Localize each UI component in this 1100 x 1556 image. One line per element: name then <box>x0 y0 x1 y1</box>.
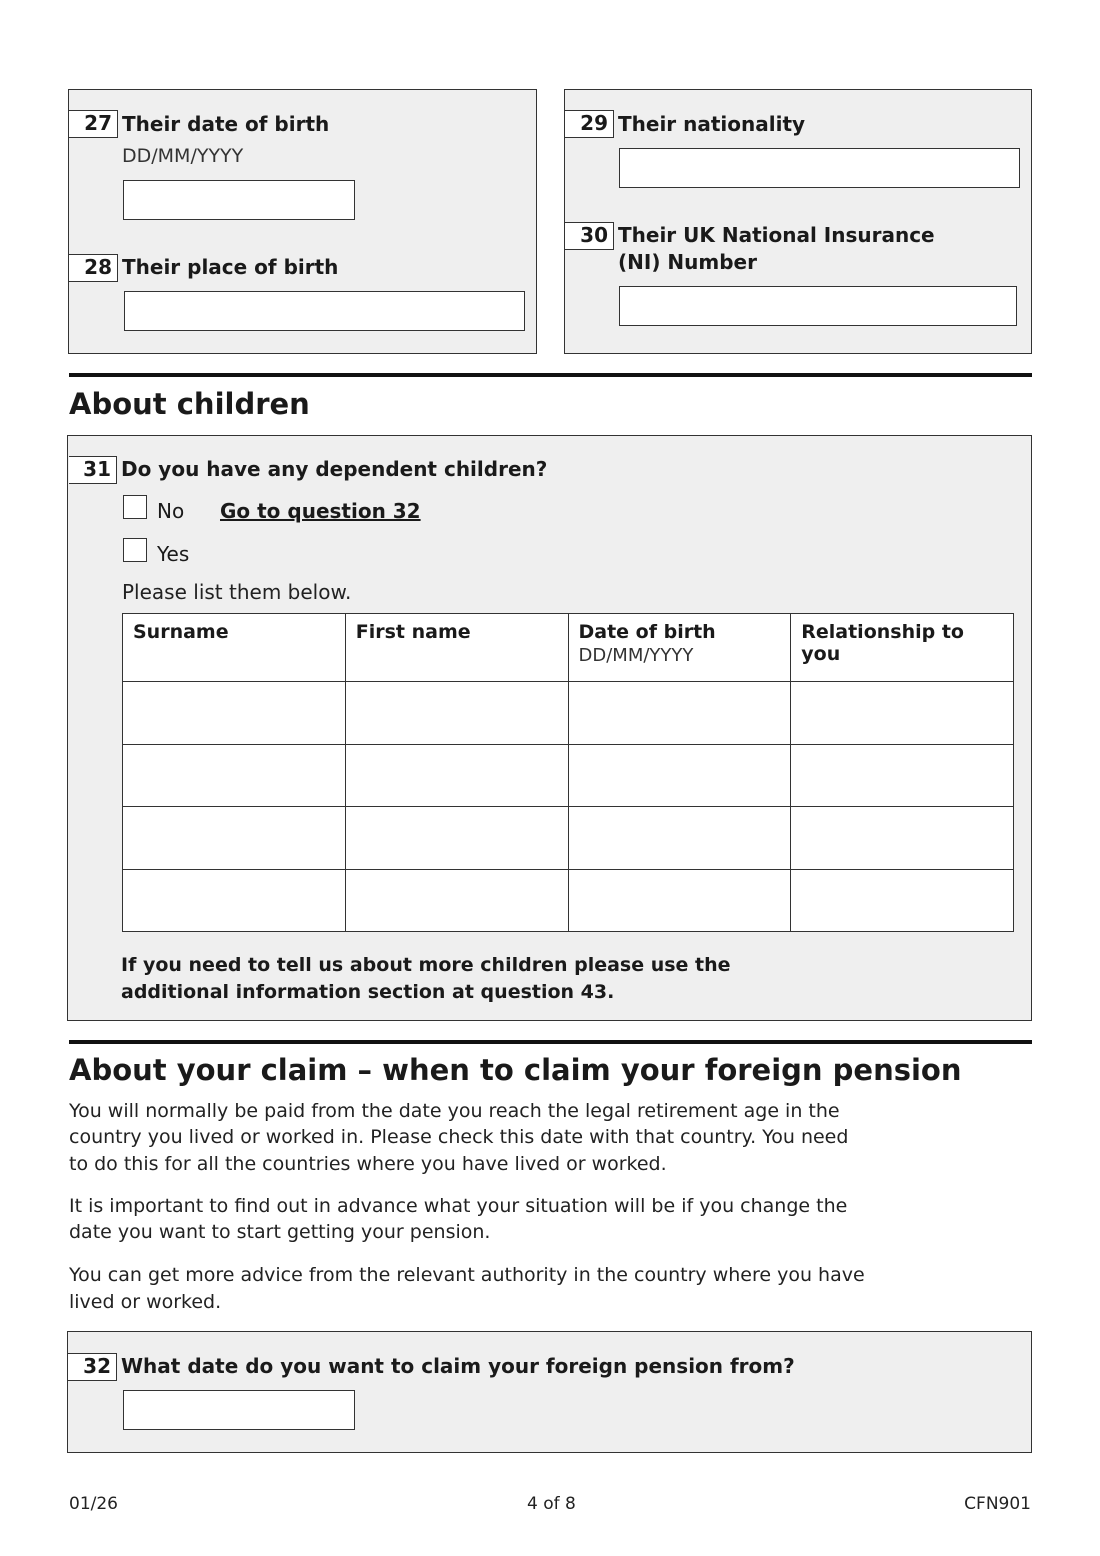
question-number-30: 30 <box>565 222 614 250</box>
surname-cell[interactable] <box>123 869 346 932</box>
place-of-birth-field[interactable] <box>124 291 525 331</box>
claim-date-field[interactable] <box>123 1390 355 1430</box>
question-label-30-line2: (NI) Number <box>618 250 757 274</box>
date-of-birth-cell[interactable] <box>568 807 791 870</box>
more-children-note-line2: additional information section at question 43. <box>121 981 615 1003</box>
panel-nationality-ni <box>564 89 1032 354</box>
date-of-birth-cell[interactable] <box>568 682 791 745</box>
section-heading-children: About children <box>69 387 310 421</box>
date-format-hint: DD/MM/YYYY <box>122 145 244 167</box>
claim-paragraph-1-line1: You will normally be paid from the date you reach the legal retirement age in the <box>69 1100 840 1122</box>
column-header-surname: Surname <box>123 614 346 682</box>
table-header-row <box>123 614 1014 682</box>
section-heading-claim: About your claim – when to claim your foreign pension <box>69 1053 962 1087</box>
question-label-32: What date do you want to claim your foreign pension from? <box>121 1354 795 1378</box>
question-number-28: 28 <box>69 254 118 282</box>
claim-paragraph-3-line2: lived or worked. <box>69 1291 222 1313</box>
nationality-field[interactable] <box>619 148 1020 188</box>
yes-checkbox[interactable] <box>123 538 147 562</box>
relationship-cell[interactable] <box>791 682 1014 745</box>
footer-date-code: 01/26 <box>69 1494 118 1514</box>
question-label-29: Their nationality <box>618 112 806 136</box>
question-label-30-line1: Their UK National Insurance <box>618 223 935 247</box>
section-divider <box>69 373 1032 377</box>
table-row <box>123 682 1014 745</box>
question-number-27: 27 <box>69 110 118 138</box>
more-children-note-line1: If you need to tell us about more children please use the <box>121 954 731 976</box>
first-name-cell[interactable] <box>345 682 568 745</box>
panel-birth-details <box>68 89 537 354</box>
go-to-question-32-link[interactable]: Go to question 32 <box>220 499 421 523</box>
footer-form-code: CFN901 <box>964 1494 1031 1514</box>
claim-paragraph-1-line2: country you lived or worked in. Please check this date with that country. You need <box>69 1126 849 1148</box>
no-option-label: No <box>157 499 185 523</box>
claim-paragraph-1-line3: to do this for all the countries where you have lived or worked. <box>69 1153 667 1175</box>
date-of-birth-cell[interactable] <box>568 744 791 807</box>
column-header-date-of-birth: Date of birth DD/MM/YYYY <box>568 614 791 682</box>
first-name-cell[interactable] <box>345 869 568 932</box>
footer-page-number: 4 of 8 <box>527 1494 576 1514</box>
table-row <box>123 744 1014 807</box>
question-number-32: 32 <box>68 1353 117 1381</box>
column-header-relationship: Relationship to you <box>791 614 1014 682</box>
first-name-cell[interactable] <box>345 807 568 870</box>
column-header-first-name: First name <box>345 614 568 682</box>
surname-cell[interactable] <box>123 682 346 745</box>
question-label-31: Do you have any dependent children? <box>121 457 548 481</box>
date-of-birth-cell[interactable] <box>568 869 791 932</box>
question-number-31: 31 <box>69 456 117 484</box>
yes-option-label: Yes <box>157 542 190 566</box>
question-label-27: Their date of birth <box>122 112 330 136</box>
relationship-cell[interactable] <box>791 807 1014 870</box>
date-of-birth-field[interactable] <box>123 180 355 220</box>
relationship-cell[interactable] <box>791 744 1014 807</box>
surname-cell[interactable] <box>123 744 346 807</box>
claim-paragraph-3-line1: You can get more advice from the relevant authority in the country where you have <box>69 1264 865 1286</box>
question-label-28: Their place of birth <box>122 255 339 279</box>
question-number-29: 29 <box>565 110 614 138</box>
surname-cell[interactable] <box>123 807 346 870</box>
section-divider <box>69 1040 1032 1044</box>
claim-paragraph-2-line1: It is important to find out in advance what your situation will be if you change the <box>69 1195 848 1217</box>
relationship-cell[interactable] <box>791 869 1014 932</box>
ni-number-field[interactable] <box>619 286 1017 326</box>
claim-paragraph-2-line2: date you want to start getting your pension. <box>69 1221 491 1243</box>
no-checkbox[interactable] <box>123 495 147 519</box>
date-format-hint: DD/MM/YYYY <box>578 645 694 666</box>
panel-claim-date <box>67 1331 1032 1453</box>
children-table <box>122 613 1014 932</box>
list-instruction: Please list them below. <box>122 580 352 604</box>
table-row <box>123 869 1014 932</box>
first-name-cell[interactable] <box>345 744 568 807</box>
table-row <box>123 807 1014 870</box>
